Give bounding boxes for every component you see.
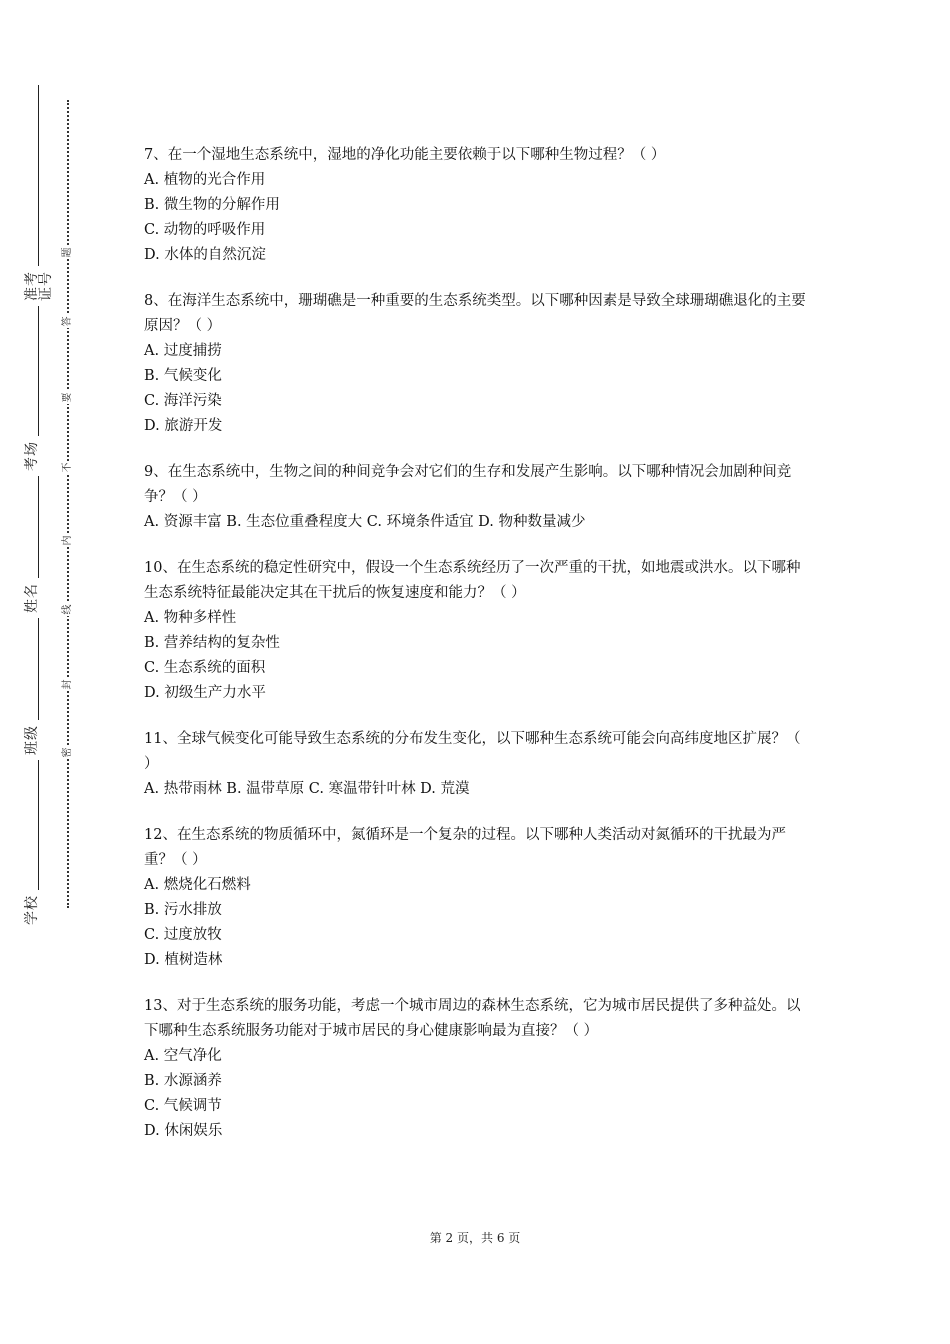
option-a: A. 燃烧化石燃料 bbox=[144, 877, 251, 893]
option-c: C. 生态系统的面积 bbox=[144, 660, 266, 676]
seal-char: 答 bbox=[62, 316, 73, 327]
option-d: D. 旅游开发 bbox=[144, 418, 223, 434]
option-b: B. 营养结构的复杂性 bbox=[144, 635, 280, 651]
field-name-label: 姓名 bbox=[25, 578, 39, 618]
option-a: A. 过度捕捞 bbox=[144, 343, 222, 359]
question-10 bbox=[144, 556, 809, 706]
question-text: 10、在生态系统的稳定性研究中，假设一个生态系统经历了一次严重的干扰，如地震或洪水。以下哪种生态系统特征最能决定其在干扰后的恢复速度和能力？（ ） bbox=[144, 560, 801, 601]
question-text: 12、在生态系统的物质循环中，氮循环是一个复杂的过程。以下哪种人类活动对氮循环的干扰最为严重？（ ） bbox=[144, 827, 786, 868]
option-b: B. 污水排放 bbox=[144, 902, 222, 918]
question-text: 7、在一个湿地生态系统中，湿地的净化功能主要依赖于以下哪种生物过程？（ ） bbox=[144, 147, 666, 163]
seal-char: 内 bbox=[62, 535, 73, 546]
question-13 bbox=[144, 994, 809, 1144]
option-d: D. 初级生产力水平 bbox=[144, 685, 266, 701]
option-d: D. 植树造林 bbox=[144, 952, 223, 968]
question-text: 8、在海洋生态系统中，珊瑚礁是一种重要的生态系统类型。以下哪种因素是导致全球珊瑚礁退化的主要原因？（ ） bbox=[144, 293, 806, 334]
field-exam-room-label: 考场 bbox=[25, 436, 39, 476]
options-inline: A. 资源丰富 B. 生态位重叠程度大 C. 环境条件适宜 D. 物种数量减少 bbox=[144, 514, 586, 530]
question-list bbox=[144, 143, 809, 1165]
seal-char: 密 bbox=[62, 747, 73, 758]
seal-char: 线 bbox=[62, 604, 73, 615]
option-d: D. 水体的自然沉淀 bbox=[144, 247, 266, 263]
seal-dotted-line bbox=[67, 100, 69, 908]
option-c: C. 气候调节 bbox=[144, 1098, 222, 1114]
question-text: 9、在生态系统中，生物之间的种间竞争会对它们的生存和发展产生影响。以下哪种情况会加剧种间竞争？（ ） bbox=[144, 464, 792, 505]
option-a: A. 空气净化 bbox=[144, 1048, 222, 1064]
option-d: D. 休闲娱乐 bbox=[144, 1123, 223, 1139]
options-inline: A. 热带雨林 B. 温带草原 C. 寒温带针叶林 D. 荒漠 bbox=[144, 781, 470, 797]
seal-char: 不 bbox=[62, 462, 73, 473]
field-school-label: 学校 bbox=[25, 890, 39, 930]
seal-char: 要 bbox=[62, 392, 73, 403]
question-7 bbox=[144, 143, 809, 268]
option-c: C. 动物的呼吸作用 bbox=[144, 222, 266, 238]
seal-char: 题 bbox=[62, 247, 73, 258]
option-c: C. 过度放牧 bbox=[144, 927, 222, 943]
option-a: A. 植物的光合作用 bbox=[144, 172, 266, 188]
option-b: B. 水源涵养 bbox=[144, 1073, 222, 1089]
question-11 bbox=[144, 727, 809, 802]
seal-char: 封 bbox=[62, 679, 73, 690]
field-class-label: 班级 bbox=[25, 720, 39, 760]
question-text: 11、全球气候变化可能导致生态系统的分布发生变化，以下哪种生态系统可能会向高纬度地区扩展？（ ） bbox=[144, 731, 801, 772]
question-text: 13、对于生态系统的服务功能，考虑一个城市周边的森林生态系统，它为城市居民提供了多种益处。以下哪种生态系统服务功能对于城市居民的身心健康影响最为直接？（ ） bbox=[144, 998, 801, 1039]
question-8 bbox=[144, 289, 809, 439]
page-number: 第 2 页，共 6 页 bbox=[429, 1231, 521, 1245]
question-9 bbox=[144, 460, 809, 535]
option-b: B. 气候变化 bbox=[144, 368, 222, 384]
option-b: B. 微生物的分解作用 bbox=[144, 197, 280, 213]
binding-line bbox=[38, 85, 39, 905]
question-12 bbox=[144, 823, 809, 973]
option-c: C. 海洋污染 bbox=[144, 393, 222, 409]
option-a: A. 物种多样性 bbox=[144, 610, 237, 626]
field-admission-number-label: 准考证号 bbox=[25, 266, 39, 306]
